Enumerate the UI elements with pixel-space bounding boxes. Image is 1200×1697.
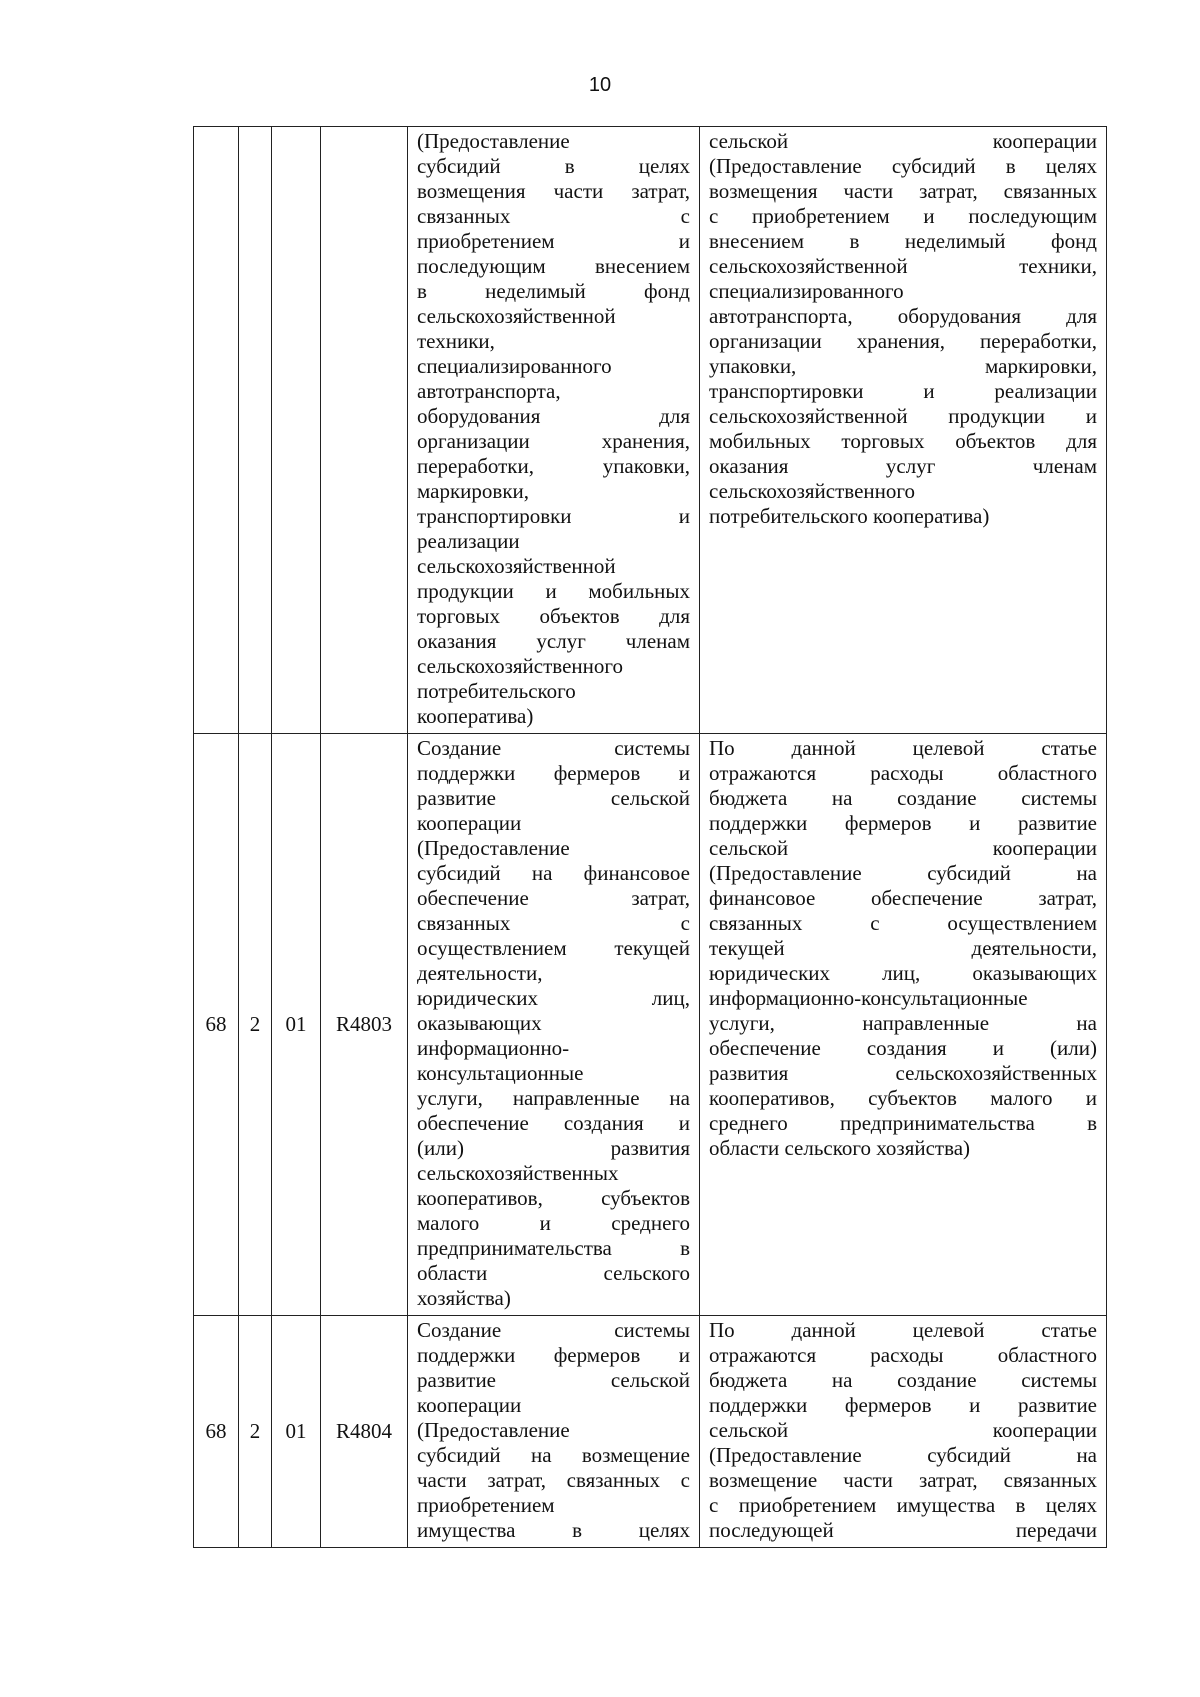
text-line: консультационные	[417, 1061, 584, 1085]
text-line: (Предоставление субсидий в целях	[709, 154, 1097, 178]
code-ministry-cell: 68	[194, 734, 239, 1316]
text-line: субсидий на финансовое	[417, 861, 690, 885]
code-target-cell: R4803	[321, 734, 408, 1316]
code-ministry-cell	[194, 127, 239, 734]
code-program-cell: 2	[239, 734, 272, 1316]
text-line: сельской кооперации	[709, 836, 1097, 860]
text-line: кооперации	[417, 811, 522, 835]
text-line: бюджета на создание системы	[709, 786, 1097, 810]
text-line: хозяйства)	[417, 1286, 511, 1310]
text-line: бюджета на создание системы	[709, 1368, 1097, 1392]
text-line: субсидий на возмещение	[417, 1443, 690, 1467]
text-line: сельскохозяйственного	[417, 654, 623, 678]
text-line: сельскохозяйственного	[709, 479, 915, 503]
text-line: транспортировки и реализации	[709, 379, 1097, 403]
item-description-cell	[700, 127, 1107, 734]
text-line: сельскохозяйственной	[417, 304, 616, 328]
code-subprogram-cell: 01	[272, 734, 321, 1316]
text-line: кооператива)	[417, 704, 534, 728]
text-line: маркировки,	[417, 479, 530, 503]
text-line: сельскохозяйственных	[417, 1161, 619, 1185]
text-line: отражаются расходы областного	[709, 761, 1097, 785]
text-line: среднего предпринимательства в	[709, 1111, 1097, 1135]
text-line: юридических лиц, оказывающих	[709, 961, 1097, 985]
text-line: текущей деятельности,	[709, 936, 1097, 960]
text-line: обеспечение создания и	[417, 1111, 690, 1135]
text-line: осуществлением текущей	[417, 936, 690, 960]
text-line: (Предоставление субсидий на	[709, 861, 1097, 885]
table-body	[194, 127, 1107, 1548]
text-line: реализации	[417, 529, 520, 553]
text-line: потребительского кооператива)	[709, 504, 990, 528]
table-row	[194, 127, 1107, 734]
text-line: автотранспорта, оборудования для	[709, 304, 1097, 328]
text-line: последующей передачи	[709, 1518, 1097, 1542]
text-line: автотранспорта,	[417, 379, 561, 403]
code-program-cell	[239, 127, 272, 734]
text-line: внесением в неделимый фонд	[709, 229, 1097, 253]
text-line: с приобретением и последующим	[709, 204, 1097, 228]
text-line: специализированного	[709, 279, 904, 303]
text-line: По данной целевой статье	[709, 1318, 1097, 1342]
text-line: связанных с	[417, 204, 690, 228]
text-line: поддержки фермеров и	[417, 1343, 690, 1367]
text-line: области сельского	[417, 1261, 690, 1285]
text-line: области сельского хозяйства)	[709, 1136, 971, 1160]
item-name-cell	[408, 734, 700, 1316]
text-line: (Предоставление	[417, 1418, 570, 1442]
text-line: организации хранения, переработки,	[709, 329, 1097, 353]
text-line: развитие сельской	[417, 786, 690, 810]
text-line: развития сельскохозяйственных	[709, 1061, 1097, 1085]
text-line: малого и среднего	[417, 1211, 690, 1235]
text-line: упаковки, маркировки,	[709, 354, 1097, 378]
text-line: поддержки фермеров и развитие	[709, 811, 1097, 835]
table-row	[194, 1316, 1107, 1548]
text-line: поддержки фермеров и	[417, 761, 690, 785]
text-line: приобретением и	[417, 229, 690, 253]
text-line: (Предоставление	[417, 129, 570, 153]
item-name-cell	[408, 1316, 700, 1548]
text-line: финансовое обеспечение затрат,	[709, 886, 1097, 910]
text-line: возмещения части затрат,	[417, 179, 690, 203]
text-line: оборудования для	[417, 404, 690, 428]
text-line: субсидий в целях	[417, 154, 690, 178]
text-line: транспортировки и	[417, 504, 690, 528]
text-line: развитие сельской	[417, 1368, 690, 1392]
text-line: мобильных торговых объектов для	[709, 429, 1097, 453]
code-target-cell	[321, 127, 408, 734]
text-line: (или) развития	[417, 1136, 690, 1160]
text-line: обеспечение создания и (или)	[709, 1036, 1097, 1060]
text-line: торговых объектов для	[417, 604, 690, 628]
text-line: (Предоставление субсидий на	[709, 1443, 1097, 1467]
text-line: сельскохозяйственной продукции и	[709, 404, 1097, 428]
text-line: сельскохозяйственной техники,	[709, 254, 1097, 278]
code-program-cell: 2	[239, 1316, 272, 1548]
text-line: последующим внесением	[417, 254, 690, 278]
text-line: поддержки фермеров и развитие	[709, 1393, 1097, 1417]
text-line: потребительского	[417, 679, 576, 703]
text-line: продукции и мобильных	[417, 579, 690, 603]
text-line: оказывающих	[417, 1011, 542, 1035]
text-line: кооперации	[417, 1393, 522, 1417]
text-line: Создание системы	[417, 1318, 690, 1342]
item-description-cell	[700, 734, 1107, 1316]
text-line: связанных с осуществлением	[709, 911, 1097, 935]
code-ministry-cell: 68	[194, 1316, 239, 1548]
text-line: сельскохозяйственной	[417, 554, 616, 578]
text-line: кооперативов, субъектов	[417, 1186, 690, 1210]
text-line: отражаются расходы областного	[709, 1343, 1097, 1367]
text-line: кооперативов, субъектов малого и	[709, 1086, 1097, 1110]
text-line: части затрат, связанных с	[417, 1468, 690, 1492]
text-line: с приобретением имущества в целях	[709, 1493, 1097, 1517]
text-line: в неделимый фонд	[417, 279, 690, 303]
text-line: юридических лиц,	[417, 986, 690, 1010]
item-description-cell	[700, 1316, 1107, 1548]
budget-classification-table	[193, 126, 1107, 1548]
code-target-cell: R4804	[321, 1316, 408, 1548]
text-line: обеспечение затрат,	[417, 886, 690, 910]
text-line: услуги, направленные на	[417, 1086, 690, 1110]
text-line: По данной целевой статье	[709, 736, 1097, 760]
text-line: оказания услуг членам	[417, 629, 690, 653]
code-subprogram-cell	[272, 127, 321, 734]
text-line: связанных с	[417, 911, 690, 935]
text-line: сельской кооперации	[709, 129, 1097, 153]
page-number: 10	[588, 74, 612, 96]
text-line: информационно-	[417, 1036, 570, 1060]
text-line: деятельности,	[417, 961, 543, 985]
text-line: имущества в целях	[417, 1518, 690, 1542]
text-line: предпринимательства в	[417, 1236, 690, 1260]
item-name-cell	[408, 127, 700, 734]
text-line: информационно-консультационные	[709, 986, 1028, 1010]
text-line: Создание системы	[417, 736, 690, 760]
text-line: услуги, направленные на	[709, 1011, 1097, 1035]
text-line: специализированного	[417, 354, 612, 378]
code-subprogram-cell: 01	[272, 1316, 321, 1548]
text-line: приобретением	[417, 1493, 555, 1517]
table-row	[194, 734, 1107, 1316]
text-line: возмещение части затрат, связанных	[709, 1468, 1097, 1492]
text-line: техники,	[417, 329, 495, 353]
text-line: организации хранения,	[417, 429, 690, 453]
text-line: переработки, упаковки,	[417, 454, 690, 478]
text-line: возмещения части затрат, связанных	[709, 179, 1097, 203]
text-line: оказания услуг членам	[709, 454, 1097, 478]
text-line: (Предоставление	[417, 836, 570, 860]
text-line: сельской кооперации	[709, 1418, 1097, 1442]
